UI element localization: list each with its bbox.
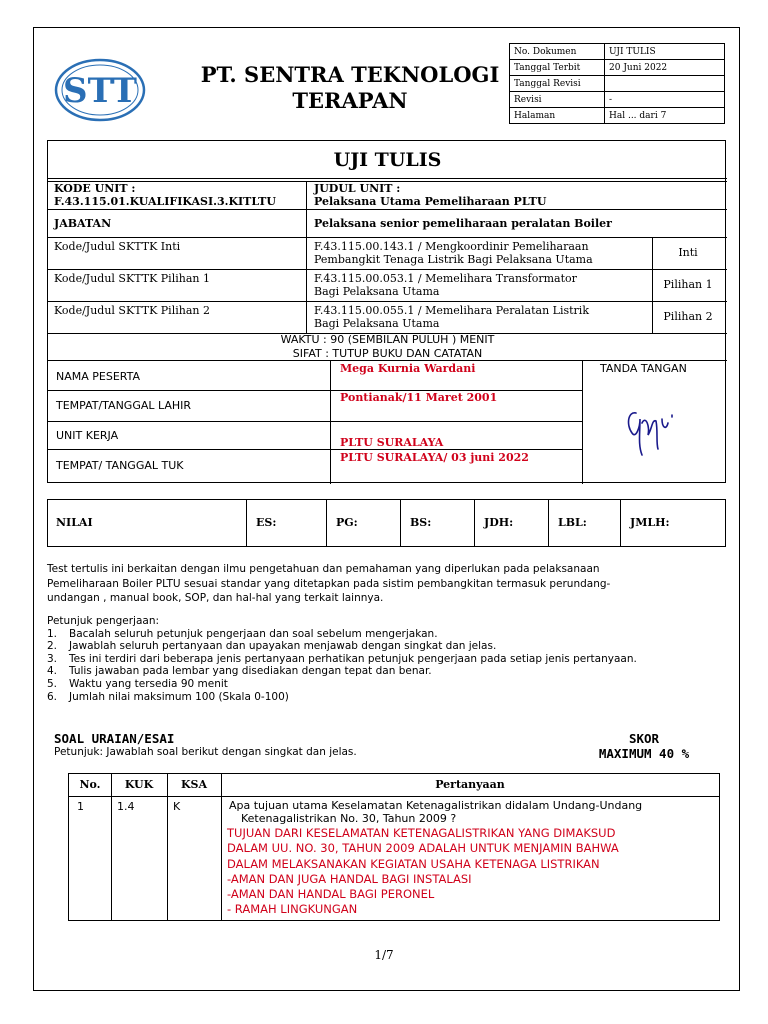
instruction-text: Tes ini terdiri dari beberapa jenis pertanyaan perhatikan petunjuk pengerjaan pada setiap jenis pertanyaan.: [69, 652, 637, 665]
score-bs: BS:: [410, 516, 432, 529]
instruction-item: [47, 678, 637, 691]
exam-nature: SIFAT : TUTUP BUKU DAN CATATAN: [292, 347, 483, 360]
field-label-nama: NAMA PESERTA: [56, 370, 141, 383]
instruction-text: Bacalah seluruh petunjuk pengerjaan dan soal sebelum mengerjakan.: [69, 627, 438, 640]
instruction-text: Jumlah nilai maksimum 100 (Skala 0-100): [69, 690, 289, 703]
instruction-text: Waktu yang tersedia 90 menit: [69, 677, 228, 690]
header-kuk: KUK: [124, 778, 154, 791]
meta-value: -: [605, 92, 725, 108]
score-jmlh: JMLH:: [630, 516, 670, 529]
score-jdh: JDH:: [484, 516, 514, 529]
logo-text: STT: [63, 71, 137, 111]
sktt-label: Kode/Judul SKTTK Inti: [54, 240, 181, 253]
meta-value: UJI TULIS: [605, 44, 725, 60]
field-value-nama: Mega Kurnia Wardani: [340, 362, 476, 375]
exam-duration: WAKTU : 90 (SEMBILAN PULUH ) MENIT: [280, 333, 495, 346]
logo-icon: [52, 55, 148, 125]
score-es: ES:: [256, 516, 277, 529]
sktt-type: Inti: [678, 246, 698, 259]
instruction-item: [47, 628, 637, 641]
question-text: [229, 800, 642, 825]
answer-line: TUJUAN DARI KESELAMATAN KETENAGALISTRIKAN YANG DIMAKSUD: [227, 826, 616, 840]
instructions: [47, 615, 637, 703]
sktt-desc: Bagi Pelaksana Utama: [314, 317, 440, 330]
answer-line: - RAMAH LINGKUNGAN: [227, 902, 358, 917]
sktt-type: Pilihan 2: [663, 310, 713, 323]
meta-label: Tanggal Revisi: [510, 76, 605, 92]
jabatan-label: JABATAN: [54, 217, 112, 230]
scores-table: [47, 499, 726, 547]
meta-value: [605, 76, 725, 92]
score-lbl: LBL:: [558, 516, 587, 529]
sktt-desc: Pembangkit Tenaga Listrik Bagi Pelaksana Utama: [314, 253, 593, 266]
sktt-label: Kode/Judul SKTTK Pilihan 2: [54, 304, 210, 317]
intro-line: Pemeliharaan Boiler PLTU sesuai standar yang ditetapkan pada sistim pembangkitan termasuk perundang-: [47, 577, 611, 590]
meta-label: Tanggal Terbit: [510, 60, 605, 76]
exam-block: [47, 140, 726, 483]
row-no: 1: [77, 800, 84, 813]
kode-unit-label: KODE UNIT :: [54, 182, 136, 195]
score-nilai: NILAI: [56, 516, 93, 529]
meta-value: Hal ... dari 7: [605, 108, 725, 124]
score-label: SKOR: [628, 731, 660, 746]
score-max: MAXIMUM 40 %: [598, 746, 690, 761]
question-line: Ketenagalistrikan No. 30, Tahun 2009 ?: [241, 811, 457, 825]
sktt-row-pilihan-2: [48, 301, 727, 333]
instruction-num: 5.: [47, 677, 58, 690]
instruction-num: 1.: [47, 627, 58, 640]
instruction-num: 6.: [47, 690, 58, 703]
field-label-unit-kerja: UNIT KERJA: [56, 429, 119, 442]
answer-line: -AMAN DAN HANDAL BAGI PERONEL: [227, 887, 435, 902]
exam-title: UJI TULIS: [333, 149, 442, 171]
instruction-item: [47, 640, 637, 653]
question-line: Apa tujuan utama Keselamatan Ketenagalistrikan didalam Undang-Undang: [229, 799, 643, 812]
instruction-item: [47, 665, 637, 678]
instruction-text: Tulis jawaban pada lembar yang disediakan dengan tepat dan benar.: [69, 665, 432, 678]
essay-instruction: Petunjuk: Jawablah soal berikut dengan singkat dan jelas.: [54, 746, 357, 758]
instruction-num: 3.: [47, 652, 58, 665]
sktt-row-pilihan-1: [48, 269, 727, 301]
kode-unit-value: F.43.115.01.KUALIFIKASI.3.KITLTU: [54, 195, 276, 208]
essay-table: [68, 773, 720, 921]
instructions-title: Petunjuk pengerjaan:: [47, 615, 160, 627]
sktt-label: Kode/Judul SKTTK Pilihan 1: [54, 272, 210, 285]
answer-line: -AMAN DAN JUGA HANDAL BAGI INSTALASI: [227, 871, 472, 886]
instruction-item: [47, 691, 637, 704]
judul-unit-label: JUDUL UNIT :: [314, 182, 401, 195]
sktt-row-inti: [48, 237, 727, 269]
field-value-tuk: PLTU SURALAYA/ 03 juni 2022: [340, 451, 529, 464]
judul-unit-value: Pelaksana Utama Pemeliharaan PLTU: [314, 195, 547, 208]
row-ksa: K: [173, 800, 181, 813]
meta-value: 20 Juni 2022: [605, 60, 725, 76]
company-logo: [52, 55, 148, 125]
field-value-unit-kerja: PLTU SURALAYA: [340, 436, 444, 449]
page-number: 1/7: [374, 948, 394, 962]
answer-line: DALAM UU. NO. 30, TAHUN 2009 ADALAH UNTUK MENJAMIN BAHWA: [227, 841, 619, 856]
sktt-type: Pilihan 1: [663, 278, 713, 291]
sktt-desc: F.43.115.00.143.1 / Mengkoordinir Pemeliharaan: [314, 240, 589, 253]
document-meta-table: [509, 43, 725, 124]
row-kuk: 1.4: [117, 800, 135, 813]
header-no: No.: [79, 778, 101, 791]
intro-line: Test tertulis ini berkaitan dengan ilmu pengetahuan dan pemahaman yang diperlukan pada pelaksanaan: [47, 563, 600, 575]
signature-icon: [622, 401, 682, 463]
answer-text: [227, 826, 619, 918]
field-value-ttl: Pontianak/11 Maret 2001: [340, 391, 498, 404]
essay-title: SOAL URAIAN/ESAI: [54, 731, 175, 746]
header-pertanyaan: Pertanyaan: [435, 778, 505, 791]
sktt-desc: F.43.115.00.055.1 / Memelihara Peralatan Listrik: [314, 304, 589, 317]
jabatan-value: Pelaksana senior pemeliharaan peralatan Boiler: [314, 217, 612, 230]
intro-line: undangan , manual book, SOP, dan hal-hal yang terkait lainnya.: [47, 592, 384, 604]
company-name-line2: TERAPAN: [292, 88, 408, 113]
score-pg: PG:: [336, 516, 358, 529]
field-label-tuk: TEMPAT/ TANGGAL TUK: [56, 459, 184, 472]
meta-label: No. Dokumen: [510, 44, 605, 60]
meta-label: Revisi: [510, 92, 605, 108]
sktt-desc: F.43.115.00.053.1 / Memelihara Transformator: [314, 272, 577, 285]
instruction-num: 4.: [47, 665, 58, 678]
field-label-ttl: TEMPAT/TANGGAL LAHIR: [56, 399, 192, 412]
company-name-line1: PT. SENTRA TEKNOLOGI: [200, 62, 500, 87]
intro-paragraph: [47, 562, 610, 606]
instruction-text: Jawablah seluruh pertanyaan dan upayakan menjawab dengan singkat dan jelas.: [69, 640, 497, 653]
signature-label: TANDA TANGAN: [600, 362, 687, 375]
instruction-item: [47, 653, 637, 666]
header-ksa: KSA: [180, 778, 208, 791]
sktt-desc: Bagi Pelaksana Utama: [314, 285, 440, 298]
meta-label: Halaman: [510, 108, 605, 124]
instruction-num: 2.: [47, 640, 58, 653]
answer-line: DALAM MELAKSANAKAN KEGIATAN USAHA KETENAGA LISTRIKAN: [227, 856, 600, 871]
